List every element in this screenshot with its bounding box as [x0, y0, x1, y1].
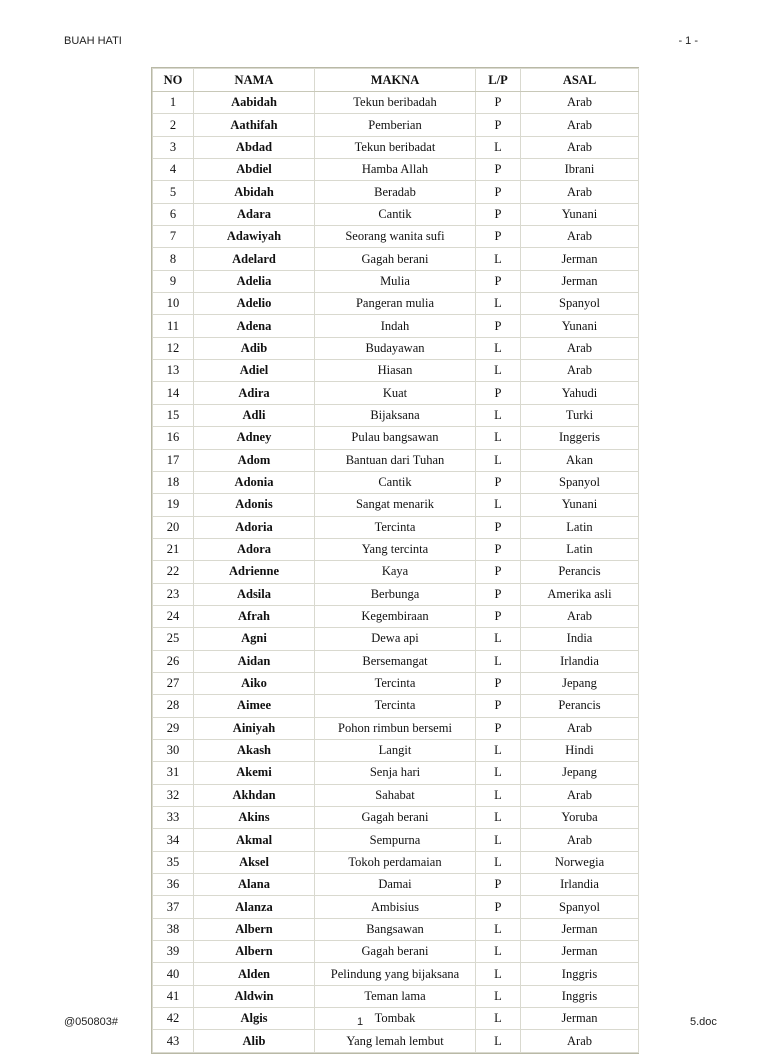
cell-lp: P: [476, 270, 521, 292]
cell-asal: Arab: [521, 605, 639, 627]
cell-no: 7: [153, 226, 194, 248]
table-row: [153, 471, 639, 493]
table-row: [153, 851, 639, 873]
table-row: [153, 829, 639, 851]
cell-makna: Tekun beribadat: [315, 136, 476, 158]
cell-no: 27: [153, 672, 194, 694]
cell-no: 25: [153, 628, 194, 650]
cell-nama: Adsila: [194, 583, 315, 605]
cell-nama: Adelard: [194, 248, 315, 270]
cell-no: 4: [153, 159, 194, 181]
cell-no: 15: [153, 404, 194, 426]
cell-asal: Irlandia: [521, 874, 639, 896]
cell-lp: L: [476, 337, 521, 359]
cell-lp: P: [476, 516, 521, 538]
column-header-nama: NAMA: [194, 69, 315, 92]
cell-asal: Jerman: [521, 918, 639, 940]
column-header-asal: ASAL: [521, 69, 639, 92]
cell-nama: Aabidah: [194, 92, 315, 114]
cell-makna: Pemberian: [315, 114, 476, 136]
table-row: [153, 739, 639, 761]
cell-makna: Pohon rimbun bersemi: [315, 717, 476, 739]
cell-no: 1: [153, 92, 194, 114]
table-row: [153, 114, 639, 136]
cell-lp: P: [476, 695, 521, 717]
cell-makna: Kaya: [315, 561, 476, 583]
cell-makna: Bijaksana: [315, 404, 476, 426]
cell-lp: L: [476, 650, 521, 672]
cell-nama: Adonis: [194, 494, 315, 516]
cell-no: 3: [153, 136, 194, 158]
cell-makna: Gagah berani: [315, 941, 476, 963]
cell-nama: Aathifah: [194, 114, 315, 136]
cell-asal: Inggeris: [521, 427, 639, 449]
cell-no: 26: [153, 650, 194, 672]
table-row: [153, 516, 639, 538]
cell-makna: Cantik: [315, 471, 476, 493]
cell-makna: Seorang wanita sufi: [315, 226, 476, 248]
cell-nama: Alana: [194, 874, 315, 896]
cell-asal: Arab: [521, 717, 639, 739]
cell-nama: Akash: [194, 739, 315, 761]
cell-no: 19: [153, 494, 194, 516]
table-row: [153, 896, 639, 918]
table-row: [153, 92, 639, 114]
cell-no: 12: [153, 337, 194, 359]
cell-nama: Akins: [194, 807, 315, 829]
cell-makna: Tercinta: [315, 672, 476, 694]
cell-lp: P: [476, 114, 521, 136]
cell-asal: Irlandia: [521, 650, 639, 672]
cell-makna: Pelindung yang bijaksana: [315, 963, 476, 985]
cell-makna: Budayawan: [315, 337, 476, 359]
cell-nama: Aimee: [194, 695, 315, 717]
table-row: [153, 1030, 639, 1052]
cell-makna: Damai: [315, 874, 476, 896]
cell-no: 41: [153, 985, 194, 1007]
cell-lp: L: [476, 851, 521, 873]
cell-makna: Langit: [315, 739, 476, 761]
table-row: [153, 650, 639, 672]
table-row: [153, 337, 639, 359]
table-row: [153, 494, 639, 516]
cell-nama: Abidah: [194, 181, 315, 203]
table-row: [153, 181, 639, 203]
cell-lp: L: [476, 136, 521, 158]
cell-lp: P: [476, 382, 521, 404]
cell-no: 28: [153, 695, 194, 717]
cell-no: 13: [153, 360, 194, 382]
cell-no: 42: [153, 1008, 194, 1030]
cell-nama: Aidan: [194, 650, 315, 672]
cell-no: 31: [153, 762, 194, 784]
cell-nama: Akmal: [194, 829, 315, 851]
cell-asal: Jepang: [521, 762, 639, 784]
table-row: [153, 1008, 639, 1030]
table-row: [153, 159, 639, 181]
column-header-lp: L/P: [476, 69, 521, 92]
table-row: [153, 628, 639, 650]
cell-nama: Albern: [194, 918, 315, 940]
cell-nama: Adawiyah: [194, 226, 315, 248]
table-body: [153, 92, 639, 1053]
page-number-header: - 1 -: [678, 35, 698, 47]
cell-nama: Adib: [194, 337, 315, 359]
cell-nama: Adom: [194, 449, 315, 471]
table-row: [153, 404, 639, 426]
cell-makna: Sahabat: [315, 784, 476, 806]
cell-no: 11: [153, 315, 194, 337]
cell-asal: Arab: [521, 226, 639, 248]
cell-no: 16: [153, 427, 194, 449]
cell-asal: India: [521, 628, 639, 650]
cell-no: 32: [153, 784, 194, 806]
table-row: [153, 270, 639, 292]
cell-asal: Arab: [521, 784, 639, 806]
cell-no: 29: [153, 717, 194, 739]
table-row: [153, 807, 639, 829]
cell-no: 39: [153, 941, 194, 963]
cell-makna: Tokoh perdamaian: [315, 851, 476, 873]
table-row: [153, 538, 639, 560]
cell-lp: P: [476, 159, 521, 181]
table-header-row: [153, 69, 639, 92]
cell-lp: L: [476, 985, 521, 1007]
cell-asal: Jerman: [521, 248, 639, 270]
cell-nama: Ainiyah: [194, 717, 315, 739]
cell-nama: Adli: [194, 404, 315, 426]
cell-nama: Adelio: [194, 293, 315, 315]
table-row: [153, 203, 639, 225]
cell-lp: L: [476, 449, 521, 471]
cell-makna: Bangsawan: [315, 918, 476, 940]
cell-nama: Adelia: [194, 270, 315, 292]
cell-nama: Adora: [194, 538, 315, 560]
table-row: [153, 427, 639, 449]
cell-asal: Jerman: [521, 1008, 639, 1030]
cell-asal: Akan: [521, 449, 639, 471]
cell-lp: L: [476, 293, 521, 315]
cell-no: 36: [153, 874, 194, 896]
cell-lp: P: [476, 315, 521, 337]
cell-makna: Berbunga: [315, 583, 476, 605]
table-row: [153, 941, 639, 963]
cell-lp: L: [476, 963, 521, 985]
cell-lp: L: [476, 918, 521, 940]
cell-lp: L: [476, 941, 521, 963]
cell-makna: Kegembiraan: [315, 605, 476, 627]
cell-makna: Teman lama: [315, 985, 476, 1007]
cell-no: 21: [153, 538, 194, 560]
table-row: [153, 918, 639, 940]
cell-asal: Yunani: [521, 494, 639, 516]
table-row: [153, 226, 639, 248]
cell-nama: Adara: [194, 203, 315, 225]
cell-makna: Ambisius: [315, 896, 476, 918]
cell-makna: Mulia: [315, 270, 476, 292]
cell-asal: Arab: [521, 829, 639, 851]
cell-makna: Beradab: [315, 181, 476, 203]
cell-makna: Senja hari: [315, 762, 476, 784]
cell-nama: Adney: [194, 427, 315, 449]
cell-no: 38: [153, 918, 194, 940]
cell-no: 34: [153, 829, 194, 851]
cell-lp: P: [476, 672, 521, 694]
cell-no: 43: [153, 1030, 194, 1052]
table-row: [153, 963, 639, 985]
cell-makna: Hiasan: [315, 360, 476, 382]
table-row: [153, 561, 639, 583]
cell-lp: L: [476, 628, 521, 650]
cell-no: 37: [153, 896, 194, 918]
table-row: [153, 762, 639, 784]
cell-asal: Spanyol: [521, 896, 639, 918]
cell-lp: L: [476, 494, 521, 516]
cell-lp: P: [476, 874, 521, 896]
cell-lp: L: [476, 784, 521, 806]
cell-asal: Latin: [521, 538, 639, 560]
cell-nama: Adiel: [194, 360, 315, 382]
cell-makna: Yang tercinta: [315, 538, 476, 560]
footer-code: @050803#: [64, 1016, 118, 1028]
cell-no: 18: [153, 471, 194, 493]
cell-makna: Bantuan dari Tuhan: [315, 449, 476, 471]
cell-makna: Bersemangat: [315, 650, 476, 672]
cell-asal: Latin: [521, 516, 639, 538]
cell-lp: P: [476, 203, 521, 225]
cell-nama: Aksel: [194, 851, 315, 873]
cell-asal: Yunani: [521, 203, 639, 225]
cell-no: 30: [153, 739, 194, 761]
cell-makna: Sempurna: [315, 829, 476, 851]
cell-nama: Adoria: [194, 516, 315, 538]
cell-lp: L: [476, 1008, 521, 1030]
table-row: [153, 315, 639, 337]
cell-asal: Hindi: [521, 739, 639, 761]
cell-nama: Akemi: [194, 762, 315, 784]
names-table: [152, 68, 639, 1053]
table-row: [153, 293, 639, 315]
cell-lp: L: [476, 248, 521, 270]
cell-asal: Arab: [521, 114, 639, 136]
cell-no: 35: [153, 851, 194, 873]
cell-lp: P: [476, 605, 521, 627]
cell-lp: P: [476, 471, 521, 493]
cell-no: 5: [153, 181, 194, 203]
cell-asal: Arab: [521, 337, 639, 359]
cell-lp: L: [476, 739, 521, 761]
cell-no: 14: [153, 382, 194, 404]
cell-nama: Adena: [194, 315, 315, 337]
cell-nama: Adonia: [194, 471, 315, 493]
cell-asal: Yoruba: [521, 807, 639, 829]
cell-no: 9: [153, 270, 194, 292]
table-row: [153, 382, 639, 404]
cell-asal: Jerman: [521, 270, 639, 292]
cell-lp: P: [476, 226, 521, 248]
cell-makna: Yang lemah lembut: [315, 1030, 476, 1052]
cell-no: 22: [153, 561, 194, 583]
cell-makna: Kuat: [315, 382, 476, 404]
cell-makna: Dewa api: [315, 628, 476, 650]
cell-nama: Abdiel: [194, 159, 315, 181]
table-row: [153, 449, 639, 471]
cell-lp: P: [476, 717, 521, 739]
cell-asal: Arab: [521, 360, 639, 382]
cell-makna: Cantik: [315, 203, 476, 225]
cell-makna: Tombak: [315, 1008, 476, 1030]
cell-makna: Gagah berani: [315, 248, 476, 270]
cell-no: 2: [153, 114, 194, 136]
names-table-container: [151, 67, 639, 1054]
cell-no: 17: [153, 449, 194, 471]
table-row: [153, 985, 639, 1007]
cell-asal: Arab: [521, 136, 639, 158]
cell-nama: Akhdan: [194, 784, 315, 806]
cell-lp: L: [476, 404, 521, 426]
cell-asal: Ibrani: [521, 159, 639, 181]
cell-asal: Turki: [521, 404, 639, 426]
column-header-makna: MAKNA: [315, 69, 476, 92]
table-row: [153, 672, 639, 694]
cell-asal: Yunani: [521, 315, 639, 337]
cell-makna: Pangeran mulia: [315, 293, 476, 315]
cell-lp: L: [476, 1030, 521, 1052]
cell-asal: Arab: [521, 1030, 639, 1052]
cell-lp: P: [476, 896, 521, 918]
cell-no: 20: [153, 516, 194, 538]
table-row: [153, 717, 639, 739]
cell-asal: Spanyol: [521, 471, 639, 493]
cell-makna: Tercinta: [315, 695, 476, 717]
cell-nama: Alden: [194, 963, 315, 985]
cell-nama: Alanza: [194, 896, 315, 918]
cell-asal: Perancis: [521, 695, 639, 717]
cell-no: 24: [153, 605, 194, 627]
cell-makna: Hamba Allah: [315, 159, 476, 181]
cell-nama: Agni: [194, 628, 315, 650]
cell-asal: Spanyol: [521, 293, 639, 315]
cell-asal: Inggris: [521, 963, 639, 985]
footer-page-number: 1: [357, 1016, 364, 1028]
cell-nama: Abdad: [194, 136, 315, 158]
cell-asal: Jerman: [521, 941, 639, 963]
cell-lp: L: [476, 360, 521, 382]
cell-lp: P: [476, 561, 521, 583]
cell-asal: Arab: [521, 181, 639, 203]
cell-nama: Alib: [194, 1030, 315, 1052]
cell-asal: Jepang: [521, 672, 639, 694]
cell-no: 6: [153, 203, 194, 225]
cell-no: 33: [153, 807, 194, 829]
cell-makna: Pulau bangsawan: [315, 427, 476, 449]
table-row: [153, 605, 639, 627]
cell-lp: P: [476, 538, 521, 560]
cell-nama: Adrienne: [194, 561, 315, 583]
cell-nama: Adira: [194, 382, 315, 404]
document-header-title: BUAH HATI: [64, 35, 122, 47]
cell-makna: Tekun beribadah: [315, 92, 476, 114]
cell-nama: Algis: [194, 1008, 315, 1030]
table-row: [153, 784, 639, 806]
column-header-no: NO: [153, 69, 194, 92]
table-row: [153, 248, 639, 270]
cell-asal: Perancis: [521, 561, 639, 583]
cell-no: 40: [153, 963, 194, 985]
cell-makna: Tercinta: [315, 516, 476, 538]
cell-nama: Aiko: [194, 672, 315, 694]
cell-lp: L: [476, 807, 521, 829]
cell-lp: L: [476, 829, 521, 851]
cell-asal: Norwegia: [521, 851, 639, 873]
cell-lp: L: [476, 427, 521, 449]
cell-makna: Sangat menarik: [315, 494, 476, 516]
table-row: [153, 360, 639, 382]
cell-lp: P: [476, 583, 521, 605]
cell-asal: Inggris: [521, 985, 639, 1007]
cell-lp: P: [476, 92, 521, 114]
cell-nama: Afrah: [194, 605, 315, 627]
footer-filename: 5.doc: [690, 1016, 717, 1028]
cell-no: 10: [153, 293, 194, 315]
table-row: [153, 874, 639, 896]
cell-asal: Amerika asli: [521, 583, 639, 605]
cell-nama: Aldwin: [194, 985, 315, 1007]
cell-lp: P: [476, 181, 521, 203]
cell-lp: L: [476, 762, 521, 784]
cell-asal: Arab: [521, 92, 639, 114]
table-row: [153, 695, 639, 717]
cell-no: 23: [153, 583, 194, 605]
table-row: [153, 136, 639, 158]
cell-makna: Indah: [315, 315, 476, 337]
cell-asal: Yahudi: [521, 382, 639, 404]
table-row: [153, 583, 639, 605]
cell-nama: Albern: [194, 941, 315, 963]
cell-no: 8: [153, 248, 194, 270]
cell-makna: Gagah berani: [315, 807, 476, 829]
